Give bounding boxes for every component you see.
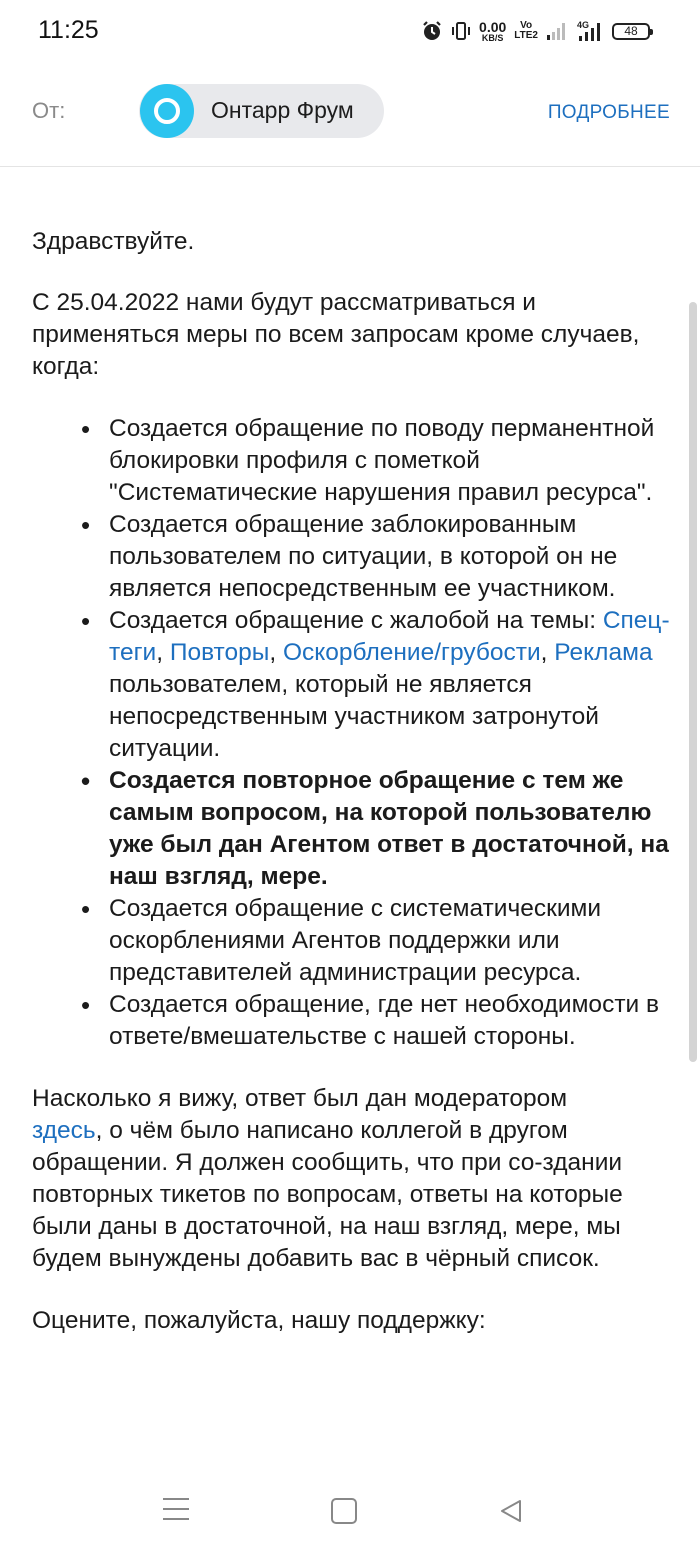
home-button[interactable] [331,1498,357,1524]
link-here[interactable]: здесь [32,1117,96,1144]
vibrate-icon [451,20,471,42]
link-spec-tags[interactable]: Спец-теги [109,607,670,666]
details-link[interactable]: ПОДРОБНЕЕ [547,102,670,123]
volte-indicator [514,21,538,41]
battery-indicator: 48 [612,23,650,40]
moderator-paragraph [32,1083,672,1275]
list-item-text: Создается обращение с жалобой на темы: [109,607,597,634]
greeting: Здравствуйте. [32,228,195,255]
status-bar [0,0,700,62]
scrollbar[interactable] [689,302,697,1062]
signal-4g-icon [576,20,604,42]
paragraph-text: Насколько я вижу, ответ был дан модератором [32,1085,568,1112]
list-item: • Создается обращение заблокированным пользователем по ситуации, в которой он не является непосредственным ее участником. [109,509,672,605]
link-ads[interactable]: Реклама [554,639,653,666]
list-item: • Создается обращение с жалобой на темы: Спец-теги, Повторы, Оскорбление/грубости, Реклама пользователем, который не является непосредственным участником затронутой ситуации. [109,605,672,765]
back-icon [498,1498,524,1524]
navigation-bar [0,1470,700,1556]
net-speed-unit: KB/S [481,32,504,43]
volte-line2: LTE2 [514,30,538,41]
alarm-icon [421,20,443,42]
status-time: 11:25 [38,16,99,44]
net-speed-value: 0.00 [479,18,507,35]
message-body [32,226,672,1337]
signal-weak-icon [546,21,568,41]
list-item: • Создается обращение, где нет необходимости в ответе/вмешательстве с нашей стороны. [109,989,672,1053]
rules-list [32,413,672,1053]
intro-paragraph: С 25.04.2022 нами будут рассматриваться и применяться меры по всем запросам кроме случаев, когда: [32,289,640,380]
list-item: • Создается повторное обращение с тем же самым вопросом, на которой пользователю уже был дан Агентом ответ в достаточной, на наш взгляд, мере. [109,765,672,893]
net-speed [479,20,506,43]
list-item: • Создается обращение по поводу перманентной блокировки профиля с пометкой "Систематические нарушения правил ресурса". [109,413,672,509]
network-type-label: 4G [577,20,590,30]
paragraph-text: , о чём было написано коллегой в другом обращении. Я должен сообщить, что при со-здании повторных тикетов по вопросам, ответы на которые были даны в достаточной, на наш взгляд, мере, мы будем вынуждены добавить вас в чёрный список. [32,1117,623,1272]
volte-line1: Vo [520,20,533,31]
sender-name: Онтарр Фрум [211,97,354,123]
recent-apps-button[interactable] [163,1498,189,1528]
list-item-text: пользователем, который не является непосредственным участником затронутой ситуации. [109,671,599,762]
from-label: От: [32,98,66,123]
rate-prompt: Оцените, пожалуйста, нашу поддержку: [32,1307,486,1334]
back-button[interactable] [498,1498,524,1529]
list-item: • Создается обращение с систематическими оскорблениями Агентов поддержки или представителей администрации ресурса. [109,893,672,989]
message-header [0,62,700,167]
link-insults[interactable]: Оскорбление/грубости [282,639,541,666]
status-icons [421,16,650,46]
link-repeats[interactable]: Повторы [169,639,270,666]
sender-chip[interactable] [139,84,384,138]
sender-avatar [140,84,194,138]
